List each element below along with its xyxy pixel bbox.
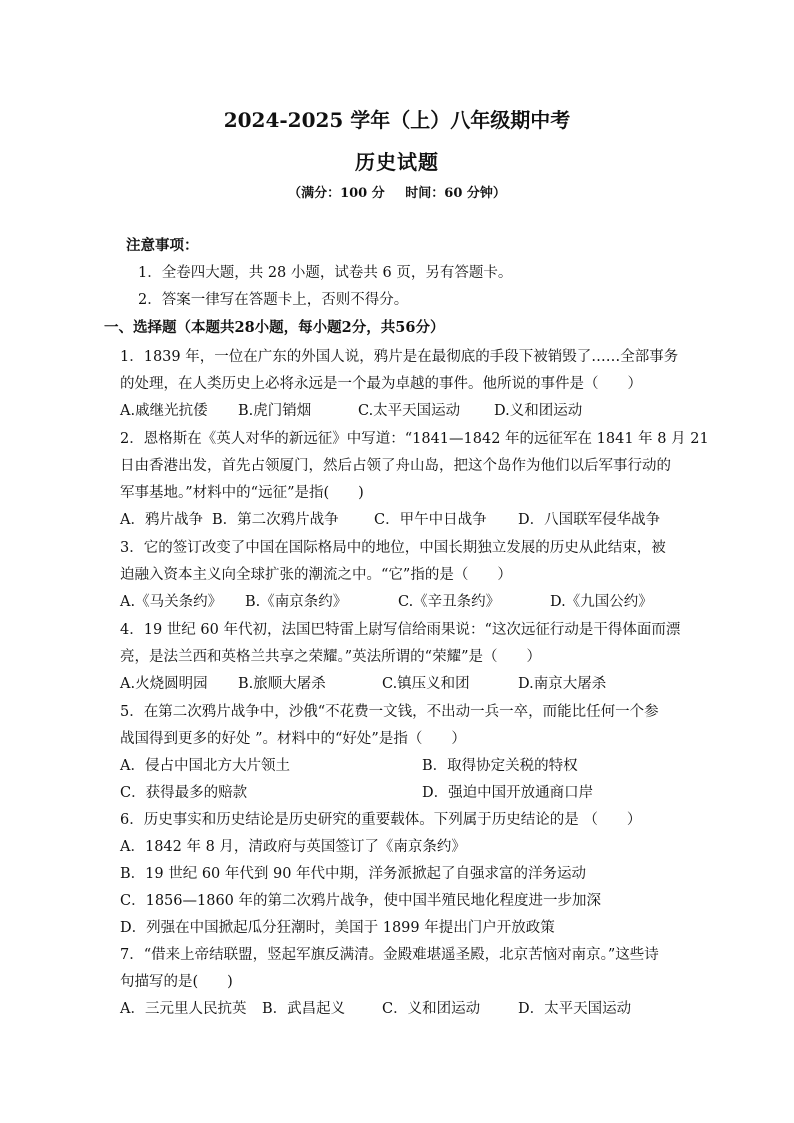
option: C．1856—1860 年的第二次鸦片战争，使中国半殖民地化程度进一步加深 bbox=[120, 893, 602, 909]
note-item-1: 1．全卷四大题，共 28 小题，试卷共 6 页，另有答题卡。 bbox=[138, 265, 513, 281]
option: B.虎门销烟 bbox=[238, 403, 312, 419]
option: A．1842 年 8 月，清政府与英国签订了《南京条约》 bbox=[120, 839, 466, 855]
question-line: 军事基地。”材料中的“远征”是指( ) bbox=[120, 485, 364, 501]
option: D．八国联军侵华战争 bbox=[518, 512, 661, 528]
option: A．侵占中国北方大片领土 bbox=[120, 758, 290, 774]
option: C.镇压义和团 bbox=[382, 676, 470, 692]
option: A．三元里人民抗英 bbox=[120, 1001, 247, 1017]
question-line: 亮，是法兰西和英格兰共享之荣耀。”英法所谓的“荣耀”是（ ） bbox=[120, 649, 541, 665]
subject-title: 历史试题 bbox=[355, 150, 439, 174]
option: D.义和团运动 bbox=[494, 403, 583, 419]
question-line: 的处理，在人类历史上必将永远是一个最为卓越的事件。他所说的事件是（ ） bbox=[120, 376, 642, 392]
option: B.《南京条约》 bbox=[245, 594, 348, 610]
question-line: 战国得到更多的好处 ”。材料中的“好处”是指（ ） bbox=[120, 731, 466, 747]
exam-meta bbox=[0, 182, 794, 201]
question-line: 7．“借来上帝结联盟，竖起军旗反满清。金殿难堪遥圣殿，北京苦恼对南京。”这些诗 bbox=[120, 947, 659, 963]
option: B．取得协定关税的特权 bbox=[422, 758, 578, 774]
question-line: 4．19 世纪 60 年代初，法国巴特雷上尉写信给雨果说：“这次远征行动是干得体面而漂 bbox=[120, 622, 681, 638]
note-item-2: 2．答案一律写在答题卡上，否则不得分。 bbox=[138, 292, 409, 308]
option: D.《九国公约》 bbox=[550, 594, 653, 610]
section-heading: 一、选择题（本题共28小题，每小题2分，共56分） bbox=[104, 319, 445, 336]
option: B．第二次鸦片战争 bbox=[212, 512, 339, 528]
question-line: 6．历史事实和历史结论是历史研究的重要载体。下列属于历史结论的是 （ ） bbox=[120, 812, 642, 828]
option: B．19 世纪 60 年代到 90 年代中期，洋务派掀起了自强求富的洋务运动 bbox=[120, 866, 587, 882]
question-line: 日由香港出发，首先占领厦门，然后占领了舟山岛，把这个岛作为他们以后军事行动的 bbox=[120, 458, 671, 474]
question-line: 2．恩格斯在《英人对华的新远征》中写道：“1841—1842 年的远征军在 1841 年 8 月 21 bbox=[120, 431, 709, 447]
option: A．鸦片战争 bbox=[120, 512, 203, 528]
option: C．获得最多的赔款 bbox=[120, 785, 248, 801]
question-line: 3．它的签订改变了中国在国际格局中的地位，中国长期独立发展的历史从此结束，被 bbox=[120, 540, 666, 556]
option: C．甲午中日战争 bbox=[374, 512, 487, 528]
option: A.戚继光抗倭 bbox=[120, 403, 208, 419]
option: B.旅顺大屠杀 bbox=[238, 676, 326, 692]
exam-title: 2024-2025 学年（上）八年级期中考 bbox=[223, 108, 571, 132]
question-line: 迫融入资本主义向全球扩张的潮流之中。“它”指的是（ ） bbox=[120, 567, 512, 583]
option: D．强迫中国开放通商口岸 bbox=[422, 785, 594, 801]
full-score: （满分：100 分 bbox=[288, 186, 385, 201]
question-line: 1．1839 年，一位在广东的外国人说，鸦片是在最彻底的手段下被销毁了……全部事务 bbox=[120, 349, 679, 365]
option: A.火烧圆明园 bbox=[120, 676, 208, 692]
option: A.《马关条约》 bbox=[120, 594, 223, 610]
option: D．太平天国运动 bbox=[518, 1001, 632, 1017]
option: C．义和团运动 bbox=[382, 1001, 481, 1017]
time-limit: 时间：60 分钟） bbox=[405, 186, 506, 201]
option: B．武昌起义 bbox=[262, 1001, 346, 1017]
option: C.太平天国运动 bbox=[358, 403, 461, 419]
notes-heading: 注意事项： bbox=[126, 237, 199, 254]
option: D.南京大屠杀 bbox=[518, 676, 607, 692]
question-line: 5．在第二次鸦片战争中，沙俄“不花费一文钱，不出动一兵一卒，而能比任何一个参 bbox=[120, 704, 659, 720]
option: C.《辛丑条约》 bbox=[398, 594, 501, 610]
question-line: 句描写的是( ) bbox=[120, 974, 233, 990]
option: D．列强在中国掀起瓜分狂潮时，美国于 1899 年提出门户开放政策 bbox=[120, 920, 555, 936]
